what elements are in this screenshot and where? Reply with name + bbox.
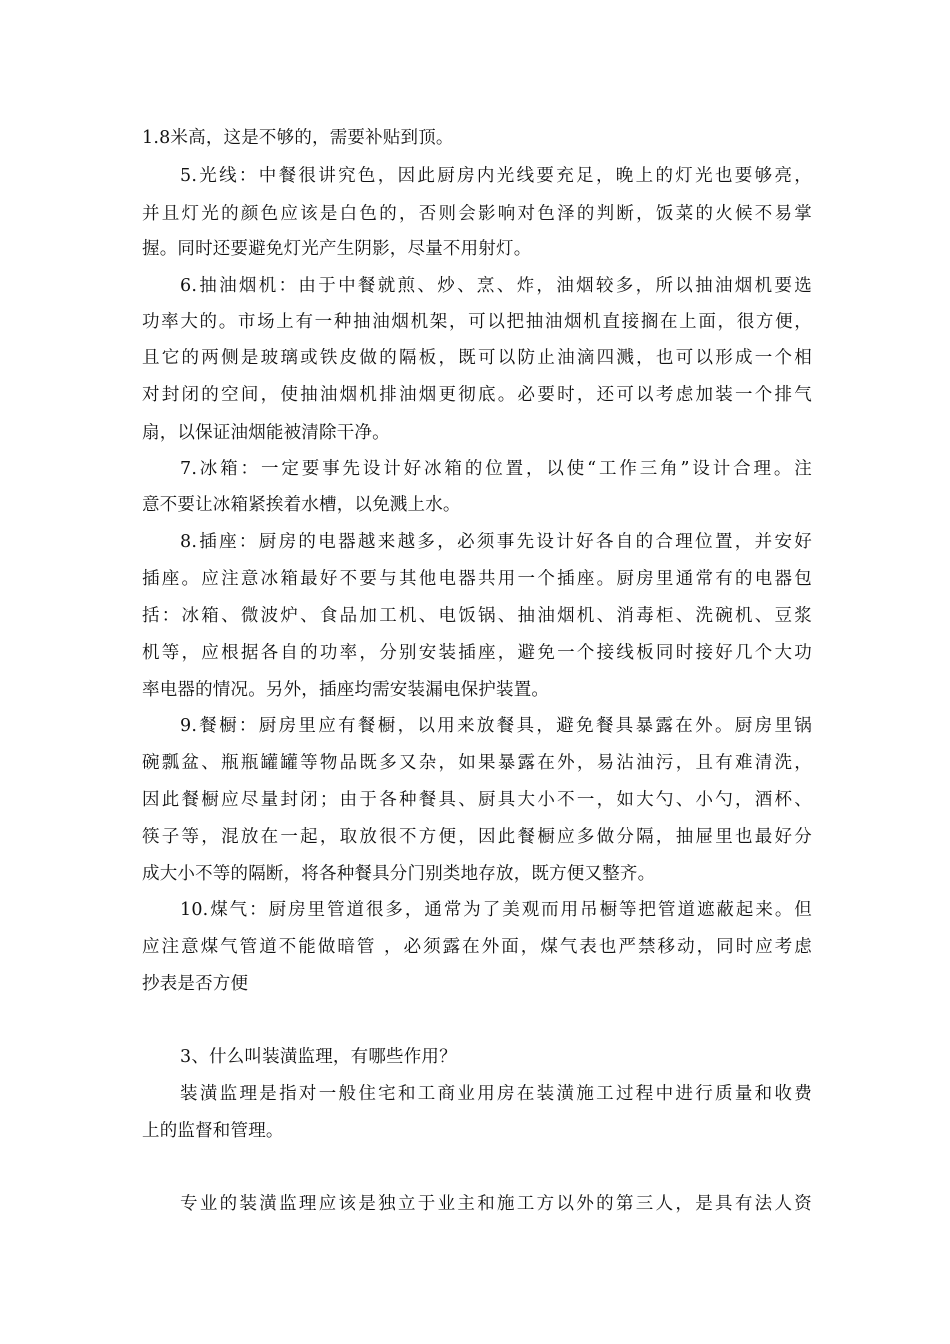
paragraph-cupboard-line: 筷子等，混放在一起，取放很不方便，因此餐橱应多做分隔，抽屉里也最好分: [142, 827, 812, 847]
paragraph-range-hood-line: 且它的两侧是玻璃或铁皮做的隔板，既可以防止油滴四溅，也可以形成一个相: [142, 348, 812, 368]
paragraph-socket-line: 括：冰箱、微波炉、食品加工机、电饭锅、抽油烟机、消毒柜、洗碗机、豆浆: [142, 606, 812, 626]
paragraph-range-hood-line: 扇，以保证油烟能被清除干净。: [142, 423, 390, 443]
paragraph-range-hood-line: 功率大的。市场上有一种抽油烟机架，可以把抽油烟机直接搁在上面，很方便，: [142, 312, 812, 332]
paragraph-fridge-line: 7.冰箱：一定要事先设计好冰箱的位置，以使“工作三角”设计合理。注: [180, 459, 812, 479]
text-line: 1.8米高，这是不够的，需要补贴到顶。: [142, 128, 454, 148]
paragraph-gas-line: 应注意煤气管道不能做暗管 ，必须露在外面，煤气表也严禁移动，同时应考虑: [142, 937, 812, 957]
paragraph-gas-line: 10.煤气：厨房里管道很多，通常为了美观而用吊橱等把管道遮蔽起来。但: [180, 900, 812, 920]
paragraph-range-hood-line: 6.抽油烟机：由于中餐就煎、炒、烹、炸，油烟较多，所以抽油烟机要选: [180, 276, 812, 296]
paragraph-lighting-line: 并且灯光的颜色应该是白色的，否则会影响对色泽的判断，饭菜的火候不易掌: [142, 204, 812, 224]
paragraph-supervision-line: 专业的装潢监理应该是独立于业主和施工方以外的第三人，是具有法人资: [180, 1194, 812, 1214]
paragraph-supervision-line: 装潢监理是指对一般住宅和工商业用房在装潢施工过程中进行质量和收费: [180, 1084, 812, 1104]
paragraph-socket-line: 插座。应注意冰箱最好不要与其他电器共用一个插座。厨房里通常有的电器包: [142, 569, 812, 589]
paragraph-range-hood-line: 对封闭的空间，使抽油烟机排油烟更彻底。必要时，还可以考虑加装一个排气: [142, 385, 812, 405]
paragraph-supervision-line: 上的监督和管理。: [142, 1121, 284, 1141]
paragraph-fridge-line: 意不要让冰箱紧挨着水槽，以免溅上水。: [142, 495, 461, 515]
paragraph-gas-line: 抄表是否方便: [142, 974, 249, 994]
paragraph-lighting-line: 5.光线：中餐很讲究色，因此厨房内光线要充足，晚上的灯光也要够亮，: [180, 166, 812, 186]
paragraph-socket-line: 8.插座：厨房的电器越来越多，必须事先设计好各自的合理位置，并安好: [180, 532, 812, 552]
section-heading: 3、什么叫装潢监理，有哪些作用？: [180, 1047, 457, 1067]
paragraph-cupboard-line: 因此餐橱应尽量封闭；由于各种餐具、厨具大小不一，如大勺、小勺，酒杯、: [142, 790, 812, 810]
paragraph-lighting-line: 握。同时还要避免灯光产生阴影，尽量不用射灯。: [142, 239, 532, 259]
paragraph-socket-line: 机等，应根据各自的功率，分别安装插座，避免一个接线板同时接好几个大功: [142, 643, 812, 663]
paragraph-socket-line: 率电器的情况。另外，插座均需安装漏电保护装置。: [142, 680, 550, 700]
paragraph-cupboard-line: 9.餐橱：厨房里应有餐橱，以用来放餐具，避免餐具暴露在外。厨房里锅: [180, 716, 812, 736]
paragraph-cupboard-line: 碗瓢盆、瓶瓶罐罐等物品既多又杂，如果暴露在外，易沾油污，且有难清洗，: [142, 753, 812, 773]
paragraph-cupboard-line: 成大小不等的隔断，将各种餐具分门别类地存放，既方便又整齐。: [142, 864, 656, 884]
